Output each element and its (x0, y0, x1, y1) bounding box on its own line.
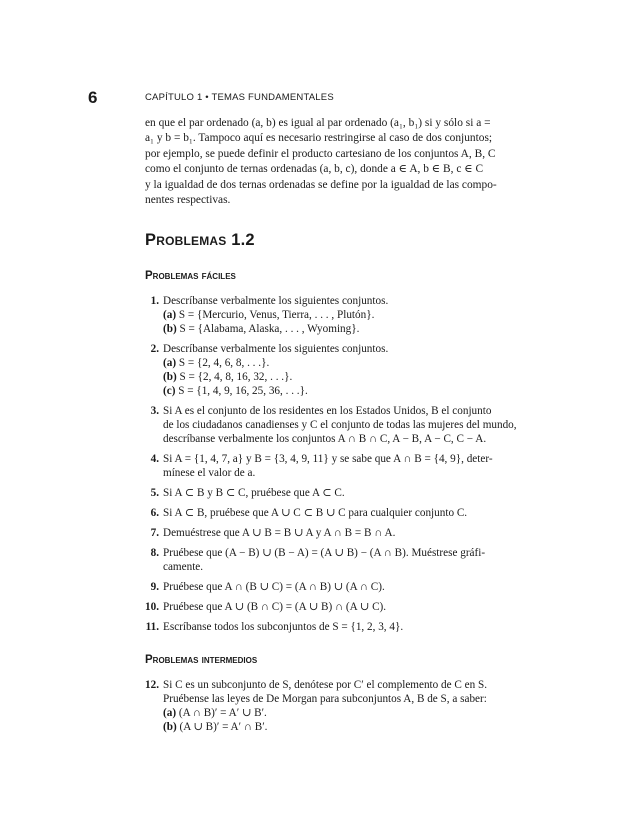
subproblem-label: (a) (163, 309, 177, 322)
problem-text-line: Si A ⊂ B, pruébese que A ∪ C ⊂ B ∪ C para cualquier conjunto C. (163, 507, 468, 520)
subproblem (163, 706, 548, 720)
problem-number: 1. (150, 295, 159, 308)
problem-text-line: Pruébense las leyes de De Morgan para subconjuntos A, B de S, a saber: (163, 693, 487, 706)
subproblem-text: S = {2, 4, 6, 8, . . .}. (178, 357, 270, 370)
problem-number: 9. (150, 581, 159, 594)
page-content (145, 116, 548, 740)
problem-number: 5. (150, 487, 159, 500)
problem-number: 4. (150, 453, 159, 466)
intro-line: en que el par ordenado (a, b) es igual al par ordenado (a₁, b₁) si y sólo si a = (145, 117, 491, 129)
intro-line: como el conjunto de ternas ordenadas (a, b, c), donde a ∈ A, b ∈ B, c ∈ C (145, 163, 484, 176)
problem-item (145, 452, 548, 480)
problem-number: 2. (150, 343, 159, 356)
subproblem (163, 308, 548, 322)
subproblem-label: (b) (163, 323, 177, 336)
problem-text-line: Pruébese que A ∪ (B ∩ C) = (A ∪ B) ∩ (A ∪ C). (163, 601, 387, 614)
subproblem-text: (A ∩ B)′ = A′ ∪ B′. (178, 707, 267, 720)
problem-item (145, 506, 548, 520)
problems-heading: Problemas 1.2 (145, 231, 255, 250)
intro-line: y la igualdad de dos ternas ordenadas se define por la igualdad de las compo- (145, 178, 497, 191)
problem-item (145, 404, 548, 446)
problem-item (145, 342, 548, 398)
problem-number: 10. (145, 601, 159, 614)
problem-number: 3. (150, 405, 159, 418)
subproblem-label: (c) (163, 385, 176, 398)
problem-number: 6. (150, 507, 159, 520)
problem-number: 8. (150, 547, 159, 560)
problem-item (145, 526, 548, 540)
subproblem-label: (a) (163, 707, 177, 720)
problem-text-line: Si A ⊂ B y B ⊂ C, pruébese que A ⊂ C. (163, 487, 345, 500)
problem-number: 7. (150, 527, 159, 540)
problem-text-line: camente. (163, 561, 204, 574)
section-heading: Problemas fáciles (145, 270, 236, 283)
subproblem (163, 720, 548, 734)
problem-text-line: Si A = {1, 4, 7, a} y B = {3, 4, 9, 11} y se sabe que A ∩ B = {4, 9}, deter- (163, 453, 493, 466)
subproblem-label: (b) (163, 721, 177, 734)
problem-number: 11. (145, 621, 159, 634)
intro-line: por ejemplo, se puede definir el producto cartesiano de los conjuntos A, B, C (145, 147, 496, 160)
problem-text-line: Demuéstrese que A ∪ B = B ∪ A y A ∩ B = B ∩ A. (163, 527, 396, 540)
problem-number: 12. (145, 679, 159, 692)
problem-item (145, 294, 548, 336)
problem-item (145, 620, 548, 634)
running-head: CAPÍTULO 1 • TEMAS FUNDAMENTALES (145, 92, 334, 103)
subproblem-text: (A ∪ B)′ = A′ ∩ B′. (179, 721, 268, 734)
page-number: 6 (88, 88, 98, 107)
problem-text-line: Descríbanse verbalmente los siguientes conjuntos. (163, 295, 389, 308)
problem-text-line: mínese el valor de a. (163, 467, 256, 480)
subproblem (163, 370, 548, 384)
intro-line: nentes respectivas. (145, 194, 231, 207)
subproblem-label: (a) (163, 357, 177, 370)
problem-item (145, 546, 548, 574)
problem-text-line: Escríbanse todos los subconjuntos de S = {1, 2, 3, 4}. (163, 621, 404, 634)
problem-text-line: Pruébese que (A − B) ∪ (B − A) = (A ∪ B) − (A ∩ B). Muéstrese gráfi- (163, 547, 486, 560)
intro-line: a₁ y b = b₁. Tampoco aquí es necesario restringirse al caso de dos conjuntos; (145, 132, 493, 145)
problem-text-line: Descríbanse verbalmente los siguientes conjuntos. (163, 343, 389, 356)
problem-text-line: Si C es un subconjunto de S, denótese por C′ el complemento de C en S. (163, 679, 488, 692)
subproblem-text: S = {1, 4, 9, 16, 25, 36, . . .}. (178, 385, 308, 398)
subproblem-text: S = {Alabama, Alaska, . . . , Wyoming}. (179, 323, 360, 336)
problem-item (145, 678, 548, 734)
section-heading: Problemas intermedios (145, 654, 258, 667)
problem-text-line: Si A es el conjunto de los residentes en los Estados Unidos, B el conjunto (163, 405, 492, 418)
subproblem-label: (b) (163, 371, 177, 384)
problem-item (145, 600, 548, 614)
subproblem-text: S = {Mercurio, Venus, Tierra, . . . , Plutón}. (178, 309, 375, 322)
subproblem (163, 384, 548, 398)
problem-text-line: de los ciudadanos canadienses y C el conjunto de todas las mujeres del mundo, (163, 419, 517, 432)
problem-item (145, 580, 548, 594)
subproblem-text: S = {2, 4, 8, 16, 32, . . .}. (179, 371, 293, 384)
problem-item (145, 486, 548, 500)
subproblem (163, 322, 548, 336)
problem-sections (145, 270, 548, 734)
intro-paragraph (145, 116, 548, 208)
problem-text-line: descríbanse verbalmente los conjuntos A ∩ B ∩ C, A − B, A − C, C − A. (163, 433, 487, 446)
problem-text-line: Pruébese que A ∩ (B ∪ C) = (A ∩ B) ∪ (A ∩ C). (163, 581, 385, 594)
subproblem (163, 356, 548, 370)
